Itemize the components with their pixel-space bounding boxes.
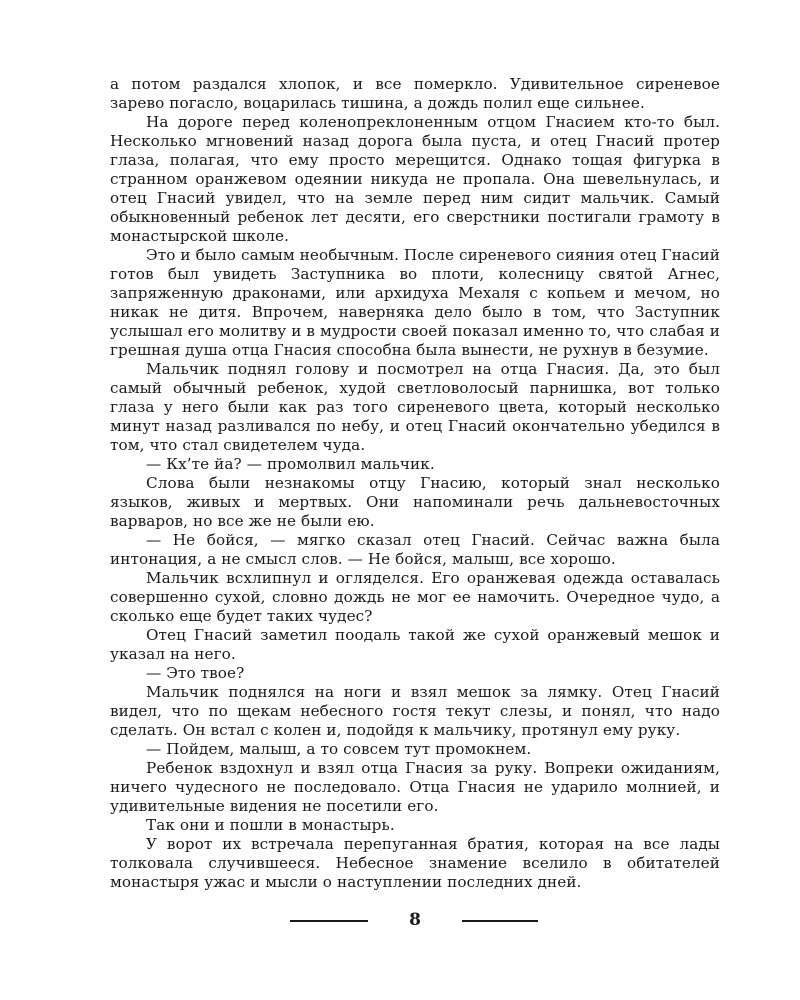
paragraph-1: а потом раздался хлопок, и все померкло. Удивительное сиреневое зарево погасло, воцарилась тишина, а дождь полил еще сильнее.: [110, 75, 720, 112]
paragraph-4: Мальчик поднял голову и посмотрел на отца Гнасия. Да, это был самый обычный ребенок, худой светловолосый парнишка, вот только глаза у него были как раз того сиреневого цвета, который несколько минут назад разливался по небу, и отец Гнасий окончательно убедился в том, что стал свидетелем чуда.: [110, 360, 720, 454]
footer-rule-right: [462, 920, 538, 922]
page-footer: [0, 908, 800, 932]
paragraph-15: У ворот их встречала перепуганная братия, которая на все лады толковала случившееся. Небесное знамение вселило в обитателей монастыря ужас и мысли о наступлении последних дней.: [110, 835, 720, 891]
paragraph-10: — Это твое?: [146, 664, 245, 682]
page-number: 8: [409, 910, 421, 930]
paragraph-6: Слова были незнакомы отцу Гнасию, который знал несколько языков, живых и мертвых. Они напоминали речь дальневосточных варваров, но все же не были ею.: [110, 474, 720, 530]
body-text: [110, 75, 720, 892]
paragraph-9: Отец Гнасий заметил поодаль такой же сухой оранжевый мешок и указал на него.: [110, 626, 720, 663]
paragraph-12: — Пойдем, малыш, а то совсем тут промокнем.: [146, 740, 532, 758]
paragraph-3: Это и было самым необычным. После сиреневого сияния отец Гнасий готов был увидеть Заступника во плоти, колесницу святой Агнес, запряженную драконами, или архидуха Мехаля с копьем и мечом, но никак не дитя. Впрочем, наверняка дело было в том, что Заступник услышал его молитву и в мудрости своей показал именно то, что слабая и грешная душа отца Гнасия способна была вынести, не рухнув в безумие.: [110, 246, 720, 359]
paragraph-2: На дороге перед коленопреклоненным отцом Гнасием кто-то был. Несколько мгновений назад дорога была пуста, и отец Гнасий протер глаза, полагая, что ему просто мерещится. Однако тощая фигурка в странном оранжевом одеянии никуда не пропала. Она шевельнулась, и отец Гнасий увидел, что на земле перед ним сидит мальчик. Самый обыкновенный ребенок лет десяти, его сверстники постигали грамоту в монастырской школе.: [110, 113, 720, 245]
paragraph-14: Так они и пошли в монастырь.: [146, 816, 395, 834]
paragraph-5: — Кх’те йа? — промолвил мальчик.: [146, 455, 435, 473]
footer-rule-left: [290, 920, 368, 922]
paragraph-11: Мальчик поднялся на ноги и взял мешок за лямку. Отец Гнасий видел, что по щекам небесного гостя текут слезы, и понял, что надо сделать. Он встал с колен и, подойдя к мальчику, протянул ему руку.: [110, 683, 720, 739]
paragraph-7: — Не бойся, — мягко сказал отец Гнасий. Сейчас важна была интонация, а не смысл слов. — Не бойся, малыш, все хорошо.: [110, 531, 720, 568]
paragraph-13: Ребенок вздохнул и взял отца Гнасия за руку. Вопреки ожиданиям, ничего чудесного не последовало. Отца Гнасия не ударило молнией, и удивительные видения не посетили его.: [110, 759, 720, 815]
paragraph-8: Мальчик всхлипнул и огляделся. Его оранжевая одежда оставалась совершенно сухой, словно дождь не мог ее намочить. Очередное чудо, а сколько еще будет таких чудес?: [110, 569, 720, 625]
